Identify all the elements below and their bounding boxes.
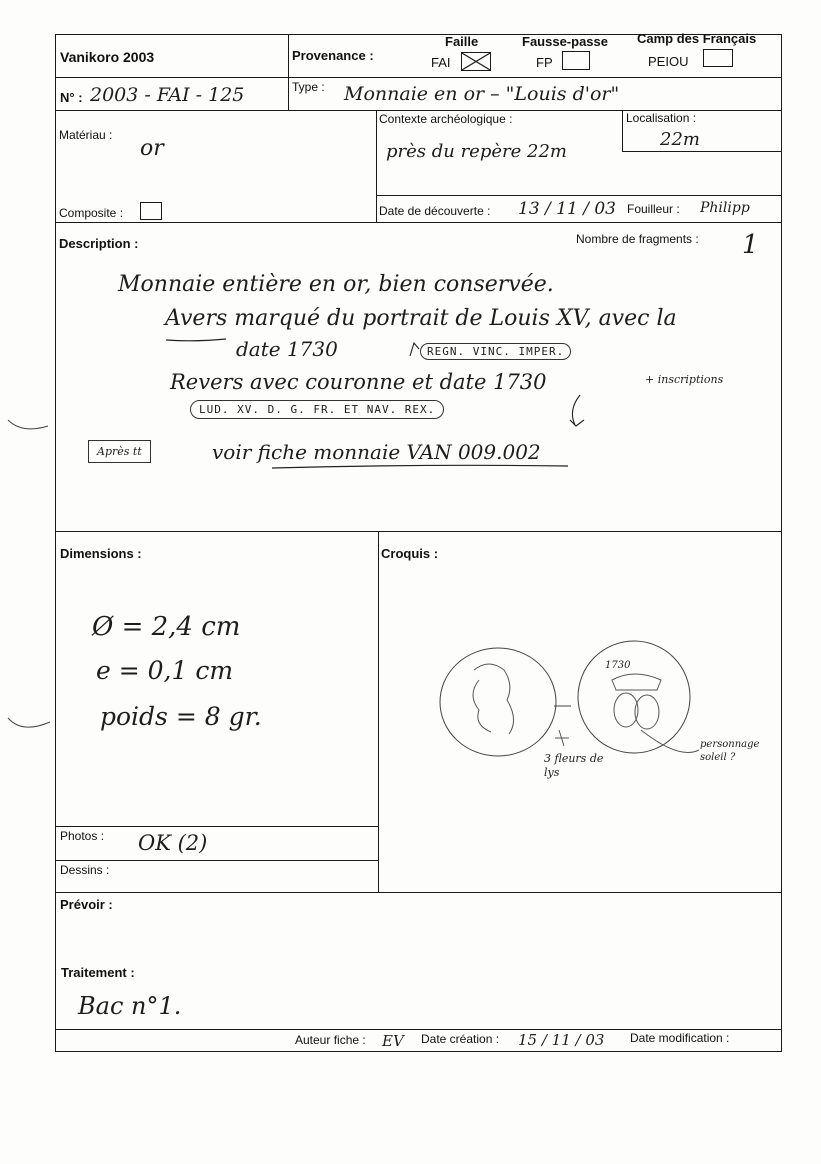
- contexte-value: près du repère 22m: [386, 141, 567, 162]
- date-decouverte-label: Date de découverte :: [379, 204, 491, 218]
- description-apres-box: Après tt: [88, 440, 151, 463]
- dessins-label: Dessins :: [60, 863, 110, 877]
- creation-label: Date création :: [421, 1032, 500, 1046]
- auteur-label: Auteur fiche :: [295, 1033, 366, 1047]
- number-label: N° :: [60, 90, 83, 105]
- fragments-value: 1: [742, 230, 759, 260]
- option-title-camp: Camp des Français: [637, 31, 757, 46]
- composite-label: Composite :: [59, 206, 124, 220]
- prevoir-label: Prévoir :: [60, 897, 113, 912]
- divider: [55, 860, 379, 861]
- option-title-faille: Faille: [445, 34, 479, 49]
- number-value: 2003 - FAI - 125: [90, 84, 245, 106]
- fragments-label: Nombre de fragments :: [576, 232, 699, 246]
- type-label: Type :: [292, 80, 325, 94]
- check-cross-icon: [462, 53, 490, 70]
- divider: [55, 892, 782, 893]
- divider: [288, 34, 289, 78]
- divider: [55, 77, 782, 78]
- description-inscriptions-note: + inscriptions: [645, 373, 724, 386]
- croquis-annotation-date: 1730: [605, 660, 631, 671]
- date-decouverte-value: 13 / 11 / 03: [518, 199, 616, 219]
- coin-sketch: [379, 630, 781, 830]
- croquis-annotation-fleurs: 3 fleurs de lys: [544, 752, 604, 779]
- materiau-value: or: [140, 136, 164, 161]
- frame-bottom: [55, 1051, 782, 1052]
- modification-label: Date modification :: [630, 1031, 730, 1045]
- croquis-label: Croquis :: [381, 546, 439, 561]
- description-label: Description :: [59, 236, 139, 251]
- crown-sketch: [612, 674, 661, 690]
- type-value: Monnaie en or – "Louis d'or": [344, 83, 620, 105]
- divider: [622, 151, 782, 152]
- divider: [288, 77, 289, 111]
- dimensions-label: Dimensions :: [60, 546, 142, 561]
- checkbox-composite[interactable]: [140, 202, 162, 220]
- option-code-peiou: PEIOU: [648, 54, 689, 69]
- divider: [55, 531, 782, 532]
- photos-label: Photos :: [60, 829, 105, 843]
- dimension-thickness: e = 0,1 cm: [96, 656, 234, 685]
- frame-right: [781, 34, 782, 1052]
- checkbox-fp[interactable]: [562, 51, 590, 70]
- description-inscription-avers: REGN. VINC. IMPER.: [420, 343, 571, 360]
- croquis-annotation-personnage: personnage soleil ?: [700, 739, 760, 763]
- description-line: voir fiche monnaie VAN 009.002: [212, 440, 541, 464]
- materiau-label: Matériau :: [59, 128, 113, 142]
- traitement-label: Traitement :: [61, 965, 135, 980]
- option-title-fausse-passe: Fausse-passe: [522, 34, 608, 49]
- dimension-weight: poids = 8 gr.: [100, 702, 262, 731]
- checkbox-peiou[interactable]: [703, 49, 733, 67]
- margin-marks: [0, 400, 60, 740]
- site-name: Vanikoro 2003: [60, 49, 155, 65]
- option-code-fai: FAI: [431, 55, 451, 70]
- divider: [376, 195, 782, 196]
- description-line: Revers avec couronne et date 1730: [170, 370, 547, 394]
- checkbox-fai[interactable]: [461, 52, 491, 71]
- contexte-label: Contexte archéologique :: [379, 112, 513, 126]
- description-line: Monnaie entière en or, bien conservée.: [118, 272, 554, 297]
- dimension-diameter: Ø = 2,4 cm: [92, 612, 241, 642]
- localisation-label: Localisation :: [626, 111, 697, 125]
- fouilleur-label: Fouilleur :: [627, 202, 680, 216]
- traitement-value: Bac n°1.: [78, 992, 182, 1020]
- fouilleur-value: Philipp: [700, 200, 750, 216]
- localisation-value: 22m: [660, 129, 700, 150]
- divider: [622, 110, 623, 152]
- creation-value: 15 / 11 / 03: [518, 1031, 605, 1049]
- portrait-sketch: [473, 664, 514, 734]
- provenance-label: Provenance :: [292, 48, 374, 63]
- photos-value: OK (2): [138, 831, 208, 855]
- divider: [376, 110, 377, 223]
- description-line: Avers marqué du portrait de Louis XV, avec la: [165, 306, 677, 331]
- description-inscription-revers: LUD. XV. D. G. FR. ET NAV. REX.: [190, 400, 444, 419]
- option-code-fp: FP: [536, 55, 553, 70]
- auteur-value: EV: [382, 1032, 404, 1050]
- avers-circle: [440, 648, 556, 756]
- divider: [55, 1029, 782, 1030]
- description-line: date 1730: [236, 337, 338, 361]
- divider: [55, 222, 782, 223]
- divider: [55, 826, 379, 827]
